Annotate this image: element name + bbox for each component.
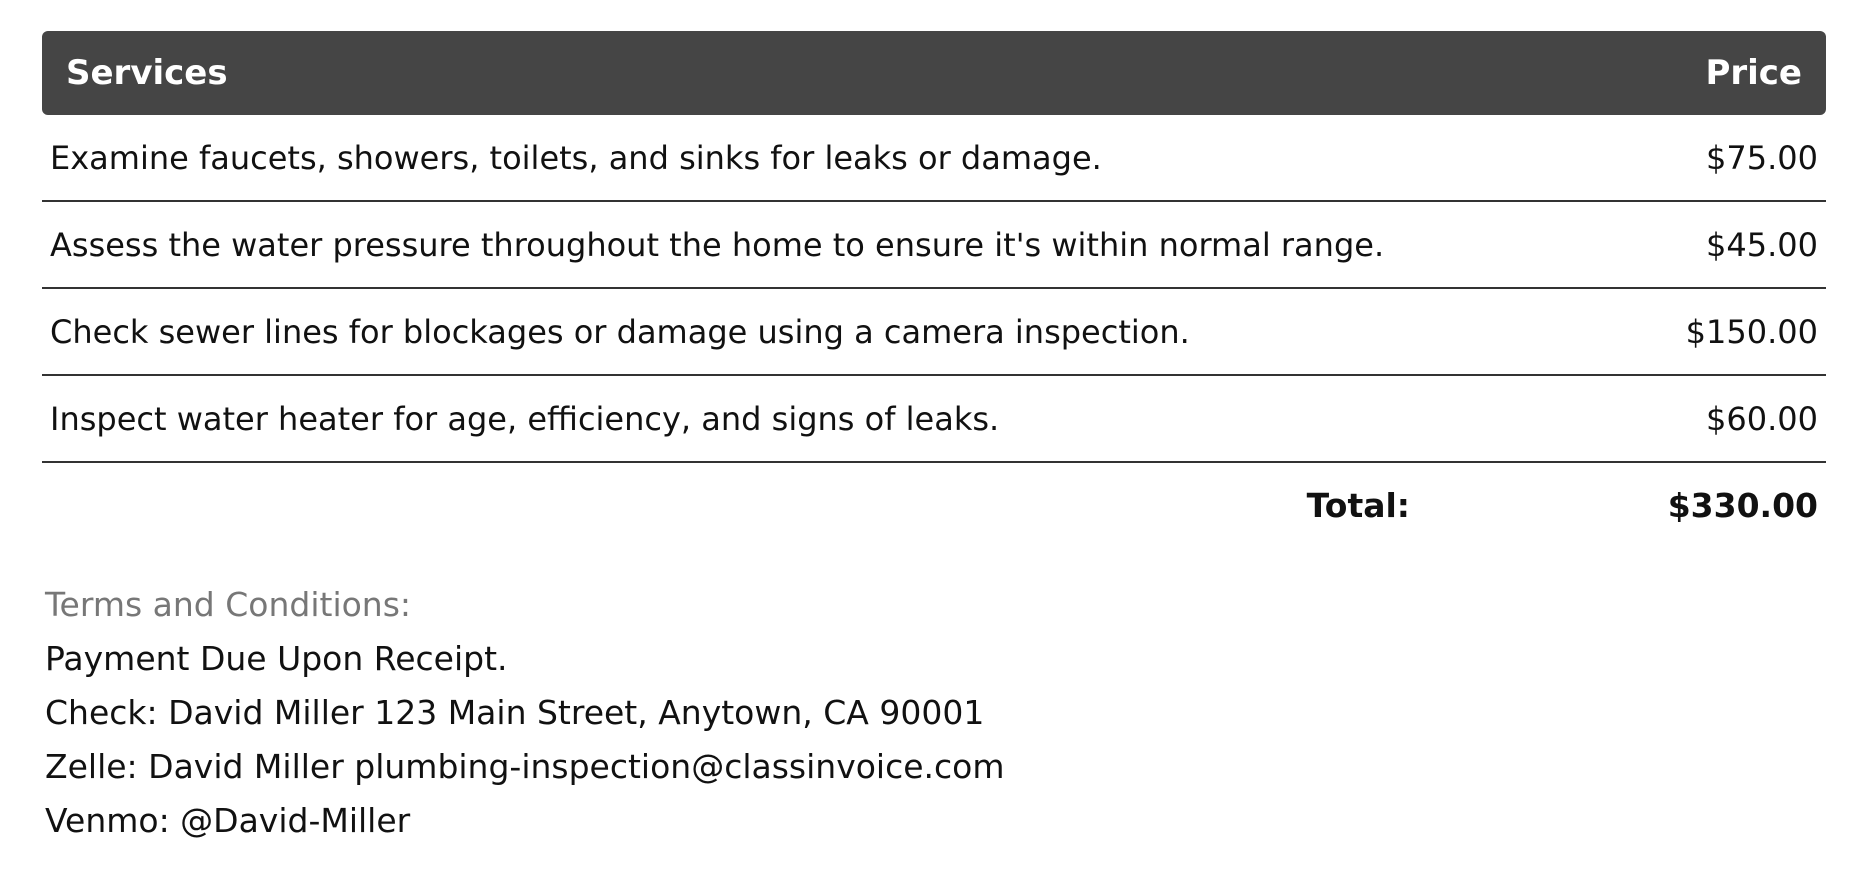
terms-title: Terms and Conditions: [45, 585, 412, 624]
service-description: Inspect water heater for age, efficiency, and signs of leaks. [42, 375, 1518, 462]
table-row [42, 288, 1826, 375]
zelle-payment-text: Zelle: David Miller plumbing-inspection@classinvoice.com [45, 747, 1005, 786]
total-row [42, 462, 1826, 548]
table-header-row [42, 31, 1826, 115]
services-table [42, 31, 1826, 548]
service-description: Assess the water pressure throughout the home to ensure it's within normal range. [42, 201, 1518, 288]
venmo-payment-text: Venmo: @David-Miller [45, 801, 411, 840]
total-label: Total: [1306, 486, 1410, 525]
price-column-header: Price [1518, 31, 1826, 115]
service-price: $150.00 [1518, 288, 1826, 375]
payment-due-text: Payment Due Upon Receipt. [45, 639, 508, 678]
table-row [42, 115, 1826, 201]
table-row [42, 375, 1826, 462]
terms-and-conditions [45, 578, 1445, 848]
service-description: Examine faucets, showers, toilets, and sinks for leaks or damage. [42, 115, 1518, 201]
service-price: $45.00 [1518, 201, 1826, 288]
table-row [42, 201, 1826, 288]
service-description: Check sewer lines for blockages or damage using a camera inspection. [42, 288, 1518, 375]
total-value: $330.00 [1667, 486, 1818, 525]
services-column-header: Services [42, 31, 1518, 115]
service-price: $60.00 [1518, 375, 1826, 462]
service-price: $75.00 [1518, 115, 1826, 201]
check-payment-text: Check: David Miller 123 Main Street, Anytown, CA 90001 [45, 693, 985, 732]
